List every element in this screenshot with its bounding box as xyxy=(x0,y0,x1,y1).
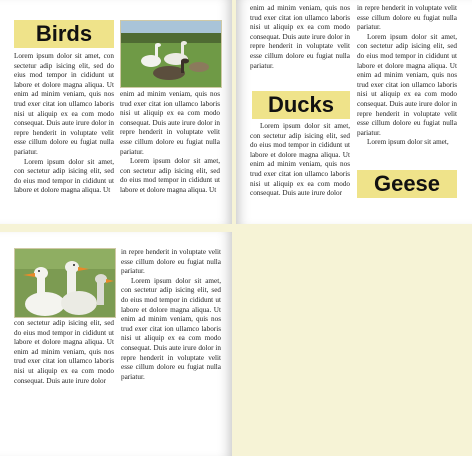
text-column-2 xyxy=(357,4,457,148)
paragraph: Lorem ipsum dolor sit amet, con sectetur adip isicing elit, sed do eius mod tempor in cididunt ut labore et dolore magna aliqua. Ut enim ad minim veniam, quis nos trud exer citat ion ullamco laboris nisi ut aliquip ex ea com modo consequat. Duis aute irure dolor in repre henderit in voluptate velit esse cillum dolore eu fugiat nulla pariatur. xyxy=(14,52,114,156)
heading-geese: Geese xyxy=(357,170,457,198)
paragraph: enim ad minim veniam, quis nos trud exer citat ion ullamco laboris nisi ut aliquip ex ea com modo consequat. Duis aute irure dolor in repre henderit in voluptate velit esse cillum dolore eu fugiat nulla pariatur. xyxy=(120,90,220,156)
spread2-left-page[interactable] xyxy=(0,232,232,456)
paragraph: in repre henderit in voluptate velit esse cillum dolore eu fugiat nulla pariatur. xyxy=(357,4,457,32)
paragraph: Lorem ipsum dolor sit amet, con sectetur adip isicing elit, sed do eius mod tempor in cididunt ut labore et dolore magna aliqua. Ut xyxy=(120,157,220,194)
geese-photo-icon xyxy=(120,20,222,88)
paragraph: Lorem ipsum dolor sit amet, con sectetur adip isicing elit, sed do eius mod tempor in cididunt ut labore et dolore magna aliqua. Ut enim ad minim veniam, quis nos trud exer citat ion ullamco laboris nisi ut aliquip ex ea com modo consequat. Duis aute irure dolor xyxy=(250,122,350,198)
goose-heads-photo-icon xyxy=(14,248,116,318)
paragraph: Lorem ipsum dolor sit amet, con sectetur adip isicing elit, sed do eius mod tempor in cididunt ut labore et dolore magna aliqua. Ut xyxy=(14,157,114,195)
text-column-1b xyxy=(250,122,350,199)
heading-birds: Birds xyxy=(14,20,114,48)
text-column-1 xyxy=(14,319,114,386)
text-column-2 xyxy=(121,248,221,382)
paragraph: Lorem ipsum dolor sit amet, xyxy=(367,138,449,147)
paragraph: Lorem ipsum dolor sit amet, con sectetur adip isicing elit, sed do eius mod tempor in cididunt ut labore et dolore magna aliqua. Ut enim ad minim veniam, quis nos trud exer citat ion ullamco laboris nisi ut aliquip ex ea com modo consequat. Duis aute irure dolor in repre henderit in voluptate velit esse cillum dolore eu fugiat nulla pariatur. xyxy=(357,32,457,137)
spread1-left-page[interactable] xyxy=(0,0,232,224)
text-column-1 xyxy=(250,4,350,71)
paragraph: enim ad minim veniam, quis nos trud exer citat ion ullamco laboris nisi ut aliquip ex ea com modo consequat. Duis aute irure dolor in repre henderit in voluptate velit esse cillum dolore eu fugiat nulla pariatur. xyxy=(250,4,350,70)
paragraph: Lorem ipsum dolor sit amet, con sectetur adip isicing elit, sed do eius mod tempor in cididunt ut labore et dolore magna aliqua. Ut enim ad minim veniam, quis nos trud exer citat ion ullamco laboris nisi ut aliquip ex ea com modo consequat. Duis aute irure dolor in repre henderit in voluptate velit esse cillum dolore eu fugiat nulla pariatur. xyxy=(121,276,221,381)
spread1-right-page[interactable] xyxy=(236,0,472,224)
text-column-1 xyxy=(14,52,114,196)
paragraph: in repre henderit in voluptate velit esse cillum dolore eu fugiat nulla pariatur. xyxy=(121,248,221,276)
paragraph: con sectetur adip isicing elit, sed do eius mod tempor in cididunt ut labore et dolore magna aliqua. Ut enim ad minim veniam, quis nos trud exer citat ion ullamco laboris nisi ut aliquip ex ea com modo consequat. Duis aute irure dolor xyxy=(14,319,114,385)
text-column-2 xyxy=(120,90,220,196)
heading-ducks: Ducks xyxy=(252,91,350,119)
